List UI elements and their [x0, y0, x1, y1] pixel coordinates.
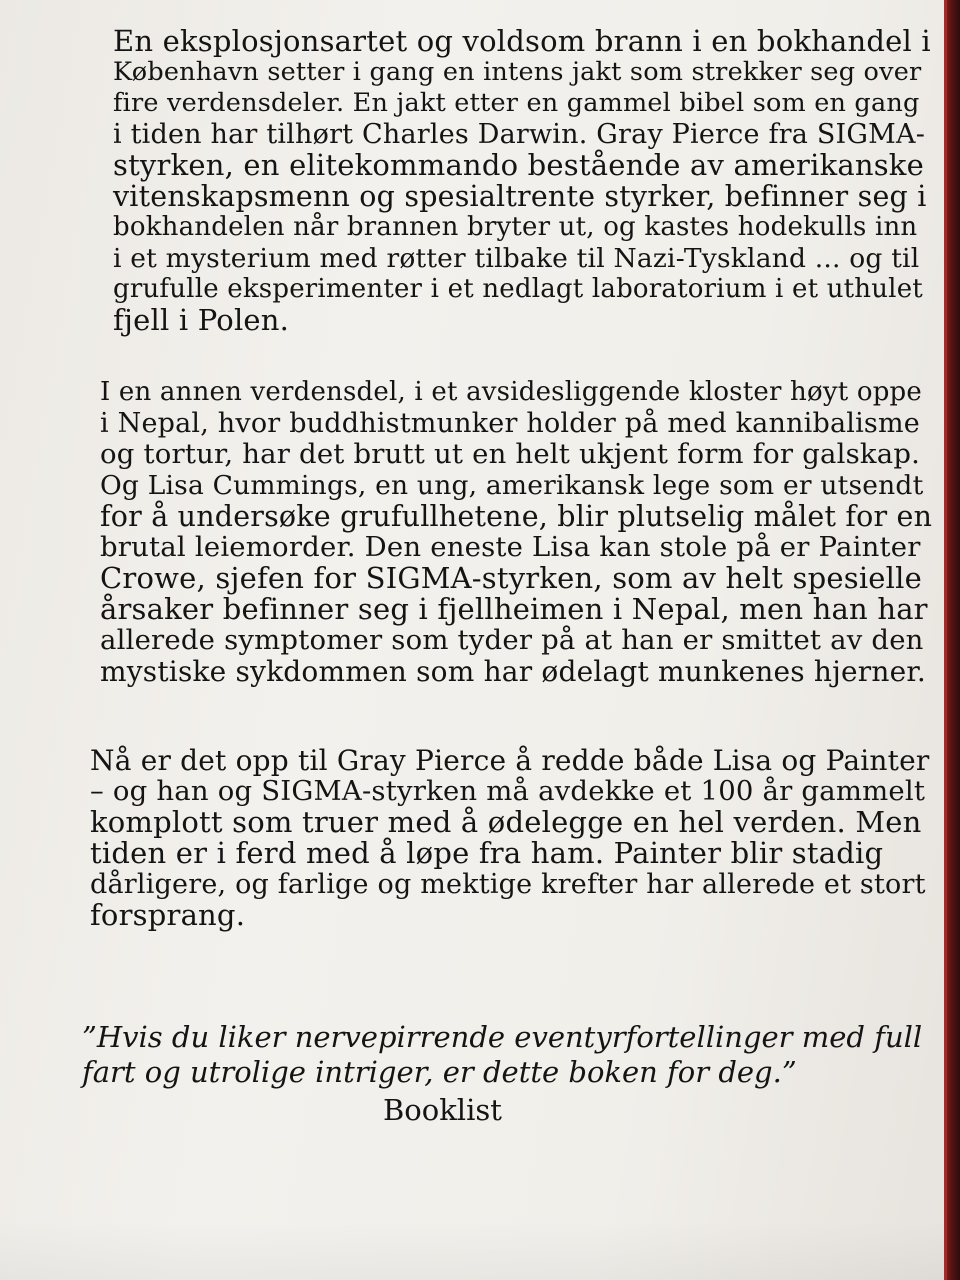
text-line: dårligere, og farlige og mektige krefter har allerede et stort — [90, 869, 926, 900]
text-line: styrken, en elitekommando bestående av amerikanske — [113, 148, 924, 182]
text-line: Nå er det opp til Gray Pierce å redde både Lisa og Painter — [90, 744, 930, 777]
text-line: vitenskapsmenn og spesialtrente styrker, befinner seg i — [113, 180, 927, 213]
quote-attribution: Booklist — [383, 1093, 502, 1127]
text-line: årsaker befinner seg i fjellheimen i Nepal, men han har — [100, 592, 928, 626]
quote-line: fart og utrolige intriger, er dette boken for deg.” — [82, 1055, 797, 1089]
text-line: bokhandelen når brannen bryter ut, og kastes hodekulls inn — [113, 212, 918, 242]
text-line: Crowe, sjefen for SIGMA-styrken, som av helt spesielle — [100, 561, 922, 595]
review-quote — [82, 1020, 923, 1090]
synopsis-paragraph-3 — [90, 744, 930, 932]
text-line: mystiske sykdommen som har ødelagt munkenes hjerner. — [100, 655, 926, 688]
text-line: fjell i Polen. — [113, 303, 290, 337]
text-line: København setter i gang en intens jakt som strekker seg over — [113, 57, 922, 87]
text-line: komplott som truer med å ødelegge en hel verden. Men — [90, 805, 922, 839]
text-line: – og han og SIGMA-styrken må avdekke et 100 år gammelt — [90, 775, 926, 807]
page-shadow — [0, 1220, 944, 1280]
cover-spine-edge — [944, 0, 960, 1280]
text-line: for å undersøke grufullhetene, blir plutselig målet for en — [100, 500, 933, 533]
synopsis-paragraph-1 — [113, 24, 931, 337]
text-line: fire verdensdeler. En jakt etter en gammel bibel som en gang — [113, 88, 920, 118]
text-line: brutal leiemorder. Den eneste Lisa kan stole på er Painter — [100, 531, 921, 563]
text-line: i Nepal, hvor buddhistmunker holder på med kannibalisme — [100, 408, 920, 439]
text-line: forsprang. — [90, 898, 246, 932]
text-line: Og Lisa Cummings, en ung, amerikansk lege som er utsendt — [100, 470, 924, 501]
text-line: En eksplosjonsartet og voldsom brann i en bokhandel i — [113, 24, 931, 58]
text-line: grufulle eksperimenter i et nedlagt laboratorium i et uthulet — [113, 274, 923, 304]
quote-line: ”Hvis du liker nervepirrende eventyrfortellinger med full — [82, 1020, 923, 1054]
text-line: allerede symptomer som tyder på at han er smittet av den — [100, 624, 924, 656]
text-line: i tiden har tilhørt Charles Darwin. Gray Pierce fra SIGMA- — [113, 119, 926, 150]
text-line: tiden er i ferd med å løpe fra ham. Painter blir stadig — [90, 836, 884, 870]
text-line: I en annen verdensdel, i et avsidesliggende kloster høyt oppe — [100, 377, 922, 407]
text-line: og tortur, har det brutt ut en helt ukjent form for galskap. — [100, 438, 921, 470]
text-line: i et mysterium med røtter tilbake til Nazi-Tyskland ... og til — [113, 243, 920, 274]
synopsis-paragraph-2 — [100, 377, 933, 688]
